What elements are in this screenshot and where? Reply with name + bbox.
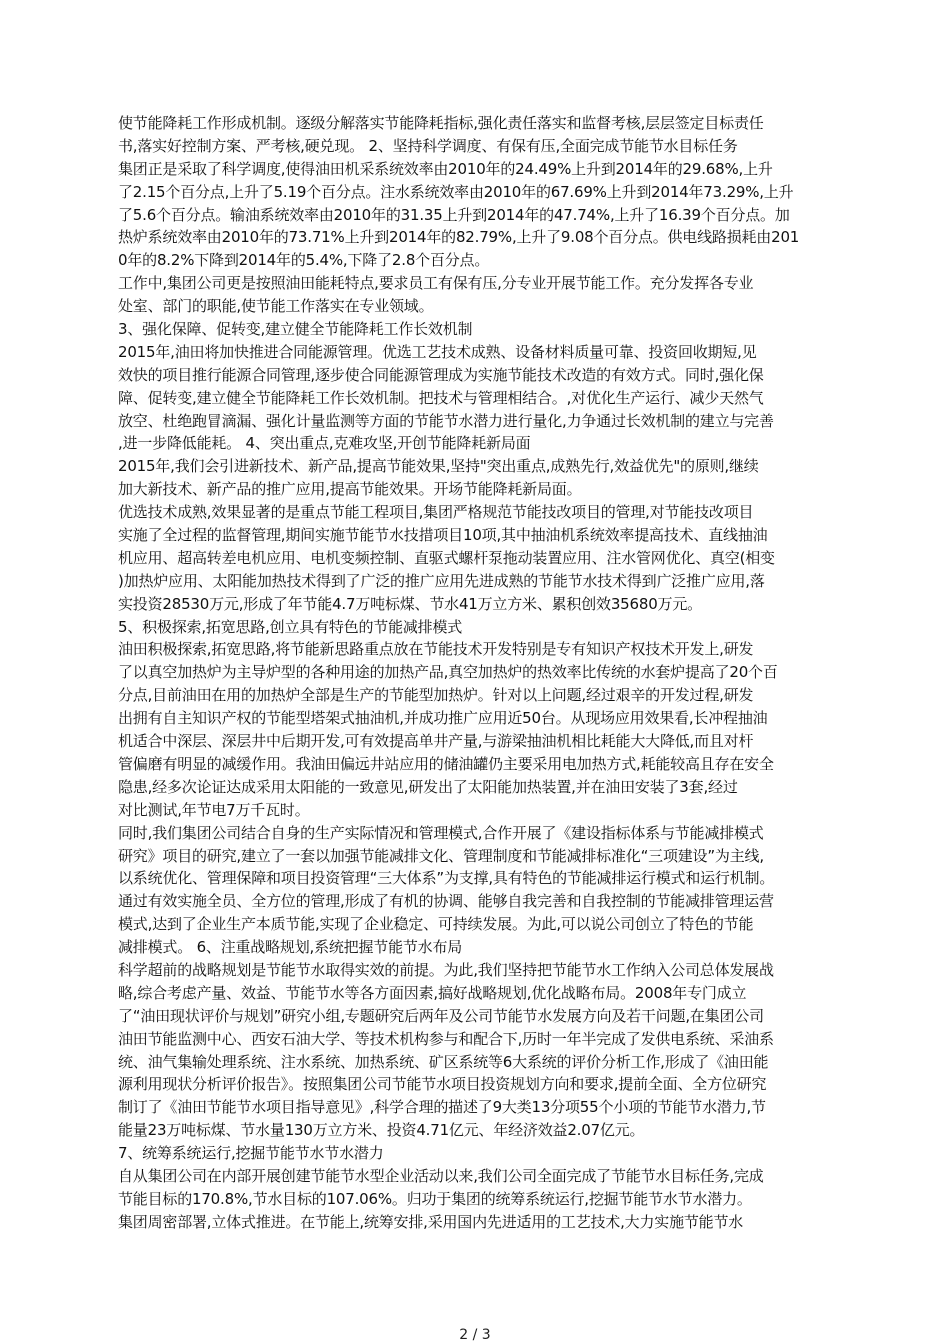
text-line: 模式,达到了企业生产本质节能,实现了企业稳定、可持续发展。为此,可以说公司创立了特色的节能 bbox=[118, 915, 754, 934]
text-line: 使节能降耗工作形成机制。逐级分解落实节能降耗指标,强化责任落实和监督考核,层层签定目标责任 bbox=[118, 114, 764, 132]
text-line: 源利用现状分析评价报告》。按照集团公司节能节水项目投资规划方向和要求,提前全面、全方位研究 bbox=[118, 1075, 767, 1094]
text-line: 略,综合考虑产量、效益、节能节水等各方面因素,搞好战略规划,优化战略布局。2008年专门成立 bbox=[118, 983, 747, 1002]
text-line: 分点,目前油田在用的加热炉全部是生产的节能型加热炉。针对以上问题,经过艰辛的开发过程,研发 bbox=[118, 686, 754, 705]
document-body bbox=[118, 112, 838, 1234]
text-line: 同时,我们集团公司结合自身的生产实际情况和管理模式,合作开展了《建设指标体系与节能减排模式 bbox=[118, 823, 764, 842]
text-line: 了以真空加热炉为主导炉型的各种用途的加热产品,真空加热炉的热效率比传统的水套炉提高了20个百 bbox=[118, 663, 778, 682]
text-line: 了“油田现状评价与规划”研究小组,专题研究后两年及公司节能节水发展方向及若干问题,在集团公司 bbox=[118, 1006, 764, 1025]
text-line: 减排模式。 6、注重战略规划,系统把握节能节水布局 bbox=[118, 938, 463, 957]
text-line: 0年的8.2%下降到2014年的5.4%,下降了2.8个百分点。 bbox=[118, 251, 490, 270]
text-line: 节能目标的170.8%,节水目标的107.06%。归功于集团的统筹系统运行,挖掘节能节水节水潜力。 bbox=[118, 1189, 752, 1208]
text-line: 通过有效实施全员、全方位的管理,形成了有机的协调、能够自我完善和自我控制的节能减排管理运营 bbox=[118, 892, 774, 911]
text-line: 机适合中深层、深层井中后期开发,可有效提高单井产量,与游梁抽油机相比耗能大大降低,而且对杆 bbox=[118, 732, 754, 751]
text-line: 管偏磨有明显的减缓作用。我油田偏远井站应用的储油罐仍主要采用电加热方式,耗能较高且存在安全 bbox=[118, 754, 774, 773]
text-line: 实投资28530万元,形成了年节能4.7万吨标煤、节水41万立方米、累积创效35680万元。 bbox=[118, 594, 702, 613]
text-line: 效快的项目推行能源合同管理,逐步使合同能源管理成为实施节能技术改造的有效方式。同时,强化保 bbox=[118, 365, 764, 384]
section-heading: 5、积极探索,拓宽思路,创立具有特色的节能减排模式 bbox=[118, 617, 463, 636]
text-line: 能量23万吨标煤、节水量130万立方米、投资4.71亿元、年经济效益2.07亿元。 bbox=[118, 1121, 645, 1140]
text-line: 机应用、超高转差电机应用、电机变频控制、直驱式螺杆泵拖动装置应用、注水管网优化、真空(相变 bbox=[118, 548, 775, 567]
text-line: 书,落实好控制方案、严考核,硬兑现。 2、坚持科学调度、有保有压,全面完成节能节水目标任务 bbox=[118, 136, 738, 155]
text-line: 对比测试,年节电7万千瓦时。 bbox=[118, 800, 310, 819]
text-line: 自从集团公司在内部开展创建节能节水型企业活动以来,我们公司全面完成了节能节水目标任务,完成 bbox=[118, 1166, 764, 1185]
text-line: 了2.15个百分点,上升了5.19个百分点。注水系统效率由2010年的67.69%上升到2014年73.29%,上升 bbox=[118, 182, 794, 201]
section-heading: 7、统筹系统运行,挖掘节能节水节水潜力 bbox=[118, 1144, 384, 1163]
text-line: 2015年,油田将加快推进合同能源管理。优选工艺技术成熟、设备材料质量可靠、投资回收期短,见 bbox=[118, 342, 757, 361]
text-line: 统、油气集输处理系统、注水系统、加热系统、矿区系统等6大系统的评价分析工作,形成了《油田能 bbox=[118, 1052, 769, 1071]
text-line: )加热炉应用、太阳能加热技术得到了广泛的推广应用先进成熟的节能节水技术得到广泛推广应用,落 bbox=[118, 571, 765, 590]
text-line: 放空、杜绝跑冒滴漏、强化计量监测等方面的节能节水潜力进行量化,力争通过长效机制的建立与完善 bbox=[118, 411, 774, 430]
text-line: 加大新技术、新产品的推广应用,提高节能效果。开场节能降耗新局面。 bbox=[118, 480, 582, 499]
text-line: 科学超前的战略规划是节能节水取得实效的前提。为此,我们坚持把节能节水工作纳入公司总体发展战 bbox=[118, 960, 774, 979]
page-number: 2 / 3 bbox=[459, 1327, 491, 1343]
text-line: 出拥有自主知识产权的节能型塔架式抽油机,并成功推广应用近50台。从现场应用效果看,长冲程抽油 bbox=[118, 709, 768, 728]
text-line: 优选技术成熟,效果显著的是重点节能工程项目,集团严格规范节能技改项目的管理,对节能技改项目 bbox=[118, 503, 754, 522]
text-line: 热炉系统效率由2010年的73.71%上升到2014年的82.79%,上升了9.08个百分点。供电线路损耗由201 bbox=[118, 228, 800, 247]
text-line: 实施了全过程的监督管理,期间实施节能节水技措项目10项,其中抽油机系统效率提高技术、直线抽油 bbox=[118, 526, 768, 545]
text-line: 以系统优化、管理保障和项目投资管理“三大体系”为支撑,具有特色的节能减排运行模式和运行机制。 bbox=[118, 869, 775, 888]
text-line: 隐患,经多次论证达成采用太阳能的一致意见,研发出了太阳能加热装置,并在油田安装了3套,经过 bbox=[118, 777, 738, 796]
text-line: 障、促转变,建立健全节能降耗工作长效机制。把技术与管理相结合。,对优化生产运行、减少天然气 bbox=[118, 388, 764, 407]
text-line: 了5.6个百分点。输油系统效率由2010年的31.35上升到2014年的47.74%,上升了16.39个百分点。加 bbox=[118, 205, 790, 224]
text-line: 集团周密部署,立体式推进。在节能上,统筹安排,采用国内先进适用的工艺技术,大力实施节能节水 bbox=[118, 1212, 744, 1231]
text-line: 油田积极探索,拓宽思路,将节能新思路重点放在节能技术开发特别是专有知识产权技术开发上,研发 bbox=[118, 640, 754, 659]
text-line: ,进一步降低能耗。 4、突出重点,克难攻坚,开创节能降耗新局面 bbox=[118, 434, 531, 453]
text-line: 制订了《油田节能节水项目指导意见》,科学合理的描述了9大类13分项55个小项的节能节水潜力,节 bbox=[118, 1098, 766, 1117]
text-line: 集团正是采取了科学调度,使得油田机采系统效率由2010年的24.49%上升到2014年的29.68%,上升 bbox=[118, 159, 773, 178]
text-line: 2015年,我们会引进新技术、新产品,提高节能效果,坚持"突出重点,成熟先行,效益优先"的原则,继续 bbox=[118, 457, 759, 476]
section-heading: 3、强化保障、促转变,建立健全节能降耗工作长效机制 bbox=[118, 320, 473, 339]
text-line: 处室、部门的职能,使节能工作落实在专业领域。 bbox=[118, 297, 434, 316]
text-line: 油田节能监测中心、西安石油大学、等技术机构参与和配合下,历时一年半完成了发供电系统、采油系 bbox=[118, 1029, 774, 1048]
text-line: 研究》项目的研究,建立了一套以加强节能减排文化、管理制度和节能减排标准化“三项建设”为主线, bbox=[118, 846, 764, 865]
text-line: 工作中,集团公司更是按照油田能耗特点,要求员工有保有压,分专业开展节能工作。充分发挥各专业 bbox=[118, 274, 754, 293]
